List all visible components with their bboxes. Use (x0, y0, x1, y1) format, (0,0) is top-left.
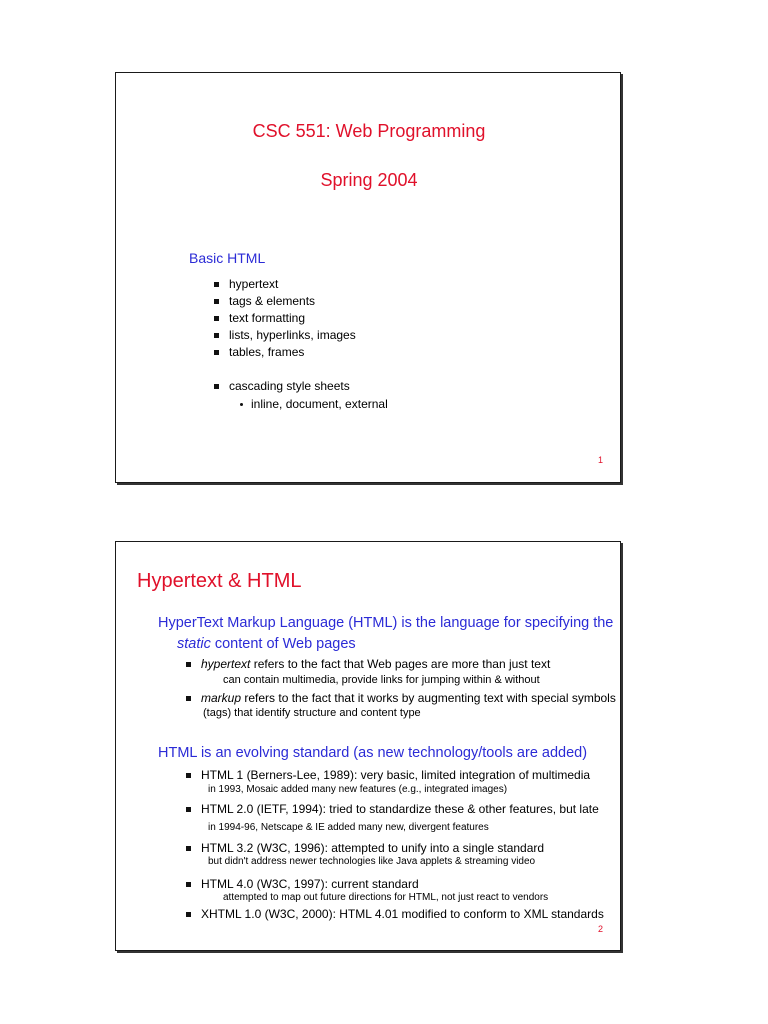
bullet-icon (186, 773, 191, 778)
sub-list-item: inline, document, external (251, 397, 388, 411)
sub-bullet-icon (240, 403, 243, 406)
bullet-line (201, 657, 550, 671)
list-item: lists, hyperlinks, images (229, 328, 356, 342)
list-item: tables, frames (229, 345, 305, 359)
bullet-continuation: can contain multimedia, provide links for jumping within & without (223, 674, 540, 686)
slide-1 (115, 72, 621, 483)
paragraph-line: HyperText Markup Language (HTML) is the language for specifying the (158, 615, 614, 631)
bullet-continuation: (tags) that identify structure and content type (203, 707, 421, 719)
version-note: in 1994-96, Netscape & IE added many new, divergent features (208, 822, 489, 833)
list-item: hypertext (229, 277, 279, 291)
bullet-icon (186, 912, 191, 917)
paragraph-line (177, 636, 356, 652)
bullet-icon (214, 384, 219, 389)
bullet-icon (186, 846, 191, 851)
emphasis: hypertext (201, 657, 251, 671)
list-item: text formatting (229, 311, 306, 325)
paragraph-text: content of Web pages (210, 636, 356, 652)
version-item: HTML 3.2 (W3C, 1996): attempted to unify into a single standard (201, 841, 545, 855)
version-item: HTML 1 (Berners-Lee, 1989): very basic, limited integration of multimedia (201, 768, 591, 782)
bullet-icon (186, 807, 191, 812)
list-item: tags & elements (229, 294, 316, 308)
paragraph-line: HTML is an evolving standard (as new technology/tools are added) (158, 745, 588, 761)
section-heading: Basic HTML (189, 250, 266, 266)
version-note: but didn't address newer technologies like Java applets & streaming video (208, 856, 536, 867)
slide-title: CSC 551: Web Programming (252, 121, 486, 141)
emphasis: static (177, 636, 211, 652)
page-number: 2 (597, 924, 603, 934)
bullet-icon (214, 316, 219, 321)
bullet-icon (214, 333, 219, 338)
version-note: in 1993, Mosaic added many new features (e.g., integrated images) (208, 784, 508, 795)
slide-2 (115, 541, 621, 951)
bullet-text: refers to the fact that it works by augmenting text with special symbols (241, 691, 616, 705)
slide-title: Hypertext & HTML (137, 570, 302, 592)
version-item: HTML 4.0 (W3C, 1997): current standard (201, 877, 419, 891)
bullet-text: refers to the fact that Web pages are more than just text (250, 657, 551, 671)
bullet-icon (214, 282, 219, 287)
page-number: 1 (597, 455, 603, 465)
version-note: attempted to map out future directions for HTML, not just react to vendors (223, 892, 549, 903)
slide-subtitle: Spring 2004 (320, 170, 418, 190)
bullet-icon (186, 696, 191, 701)
bullet-line (201, 691, 616, 705)
bullet-icon (214, 299, 219, 304)
version-item: HTML 2.0 (IETF, 1994): tried to standardize these & other features, but late (201, 802, 599, 816)
emphasis: markup (201, 691, 242, 705)
bullet-icon (186, 662, 191, 667)
bullet-icon (186, 882, 191, 887)
bullet-icon (214, 350, 219, 355)
version-item: XHTML 1.0 (W3C, 2000): HTML 4.01 modified to conform to XML standards (201, 907, 604, 921)
list-item: cascading style sheets (229, 379, 350, 393)
